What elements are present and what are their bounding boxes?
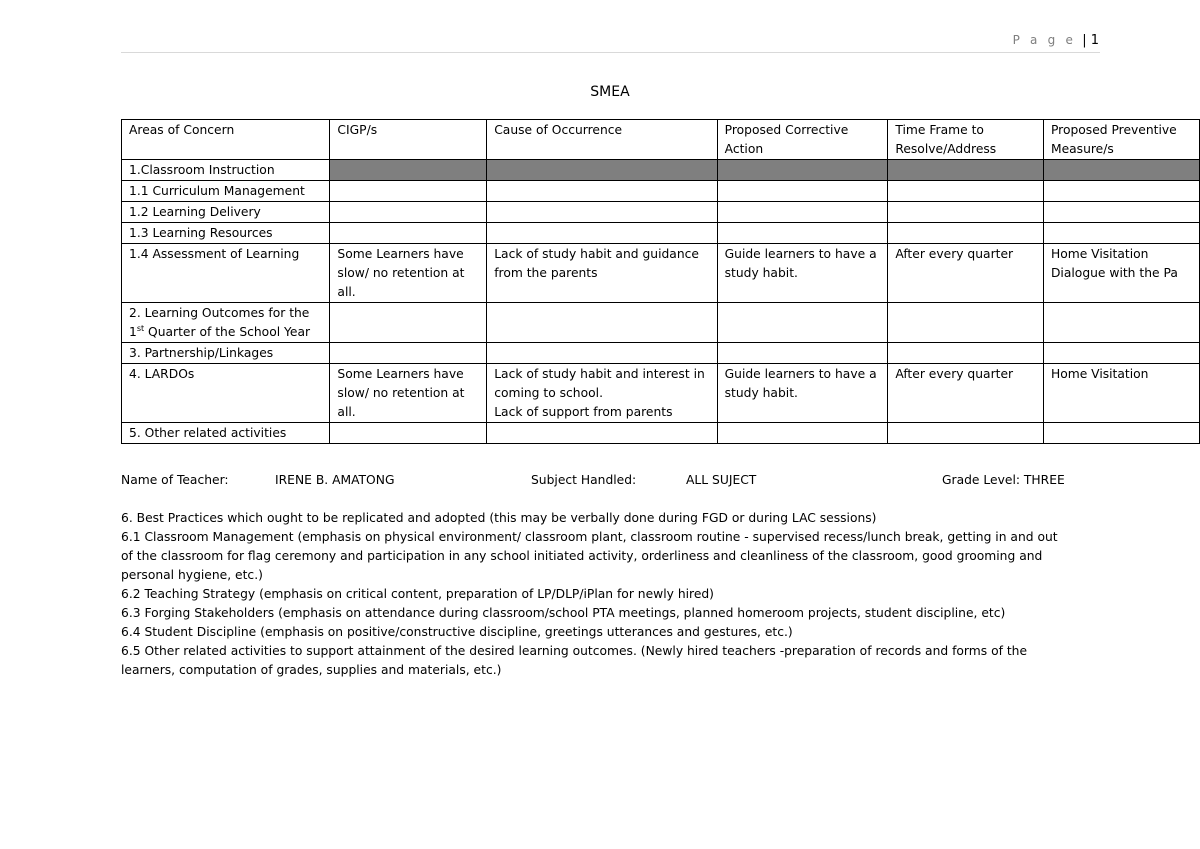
cause-of-occurrence-cell: [487, 181, 717, 202]
cause-of-occurrence-cell: [487, 160, 717, 181]
best-practices-notes: [121, 509, 1091, 680]
subject-value: ALL SUJECT: [686, 473, 757, 487]
header-time-frame-text: Resolve/Address: [895, 142, 997, 156]
proposed-corrective-action-text: Guide learners to have a: [724, 367, 877, 381]
cause-of-occurrence-cell: [487, 244, 717, 303]
header-area-of-concern-cell: [122, 120, 330, 160]
ordinal-suffix: st: [136, 323, 145, 333]
cigp-cell: [330, 364, 487, 423]
note-line: personal hygiene, etc.): [121, 568, 263, 582]
table-header-row: [122, 120, 1200, 160]
proposed-corrective-action-cell: [717, 364, 888, 423]
cigp-text: Some Learners have: [337, 247, 464, 261]
cause-of-occurrence-cell: [487, 423, 717, 444]
table-row: [122, 160, 1200, 181]
proposed-preventive-measure-cell: [1043, 202, 1199, 223]
proposed-preventive-measure-cell: [1043, 244, 1199, 303]
proposed-corrective-action-cell: [717, 223, 888, 244]
proposed-preventive-measure-cell: [1043, 364, 1199, 423]
proposed-corrective-action-cell: [717, 244, 888, 303]
cause-of-occurrence-text: Lack of study habit and guidance: [494, 247, 699, 261]
area-of-concern-cell: [122, 343, 330, 364]
cigp-cell: [330, 202, 487, 223]
area-of-concern-cell: [122, 223, 330, 244]
proposed-corrective-action-cell: [717, 343, 888, 364]
proposed-corrective-action-cell: [717, 202, 888, 223]
cigp-cell: [330, 181, 487, 202]
proposed-preventive-measure-cell: [1043, 223, 1199, 244]
time-frame-text: After every quarter: [895, 247, 1014, 261]
note-line: 6. Best Practices which ought to be replicated and adopted (this may be verbally done during FGD or during LAC sessions): [121, 511, 877, 525]
proposed-preventive-measure-cell: [1043, 343, 1199, 364]
page-number: 1: [1090, 33, 1099, 48]
header-proposed-preventive-measure-cell: [1043, 120, 1199, 160]
cigp-text: all.: [337, 285, 356, 299]
cigp-text: all.: [337, 405, 356, 419]
cigp-cell: [330, 423, 487, 444]
cigp-cell: [330, 303, 487, 343]
header-proposed-corrective-action-text: Action: [724, 142, 764, 156]
time-frame-cell: [888, 181, 1044, 202]
header-proposed-preventive-measure-text: Measure/s: [1050, 142, 1114, 156]
proposed-preventive-measure-cell: [1043, 423, 1199, 444]
note-line: 6.1 Classroom Management (emphasis on physical environment/ classroom plant, classroom routine - supervised recess/lunch break, getting in and out: [121, 530, 1058, 544]
proposed-corrective-action-text: study habit.: [724, 386, 798, 400]
area-of-concern-cell: [122, 202, 330, 223]
ordinal-number: 1: [129, 325, 137, 339]
table-row: [122, 423, 1200, 444]
proposed-preventive-measure-text: Home Visitation: [1050, 367, 1149, 381]
table-row: [122, 223, 1200, 244]
proposed-preventive-measure-cell: [1043, 181, 1199, 202]
area-of-concern-text: 5. Other related activities: [129, 426, 287, 440]
teacher-name-value: IRENE B. AMATONG: [275, 473, 395, 487]
header-cause-of-occurrence-cell: [487, 120, 717, 160]
area-of-concern-text: 2. Learning Outcomes for the: [129, 306, 310, 320]
proposed-corrective-action-text: study habit.: [724, 266, 798, 280]
table-row: [122, 181, 1200, 202]
time-frame-cell: [888, 364, 1044, 423]
table-row: [122, 343, 1200, 364]
area-of-concern-cell: [122, 181, 330, 202]
area-of-concern-text: 1.Classroom Instruction: [129, 163, 275, 177]
cigp-text: Some Learners have: [337, 367, 464, 381]
note-line: learners, computation of grades, supplies and materials, etc.): [121, 663, 502, 677]
area-of-concern-cell: [122, 364, 330, 423]
proposed-preventive-measure-text: Dialogue with the Pa: [1050, 266, 1178, 280]
teacher-name-label: Name of Teacher:: [121, 473, 229, 487]
subject-label: Subject Handled:: [531, 473, 637, 487]
note-line: 6.4 Student Discipline (emphasis on positive/constructive discipline, greetings utterances and gestures, etc.): [121, 625, 793, 639]
cause-of-occurrence-cell: [487, 343, 717, 364]
cause-of-occurrence-text: from the parents: [494, 266, 598, 280]
table-row: [122, 364, 1200, 423]
cigp-cell: [330, 343, 487, 364]
area-of-concern-text: 1.2 Learning Delivery: [129, 205, 261, 219]
area-of-concern-text: 1.3 Learning Resources: [129, 226, 273, 240]
area-of-concern-text: 1.1 Curriculum Management: [129, 184, 305, 198]
time-frame-cell: [888, 160, 1044, 181]
cigp-text: slow/ no retention at: [337, 266, 465, 280]
cause-of-occurrence-text: Lack of study habit and interest in: [494, 367, 705, 381]
header-proposed-corrective-action-text: Proposed Corrective: [724, 123, 849, 137]
cause-of-occurrence-text: Lack of support from parents: [494, 405, 673, 419]
table-row: [122, 303, 1200, 343]
time-frame-cell: [888, 244, 1044, 303]
table-row: [122, 202, 1200, 223]
proposed-corrective-action-cell: [717, 423, 888, 444]
page-separator: |: [1082, 33, 1087, 48]
proposed-corrective-action-cell: [717, 160, 888, 181]
area-of-concern-text: [129, 323, 323, 342]
proposed-corrective-action-cell: [717, 303, 888, 343]
header-cause-of-occurrence-text: Cause of Occurrence: [494, 123, 623, 137]
header-cigp-text: CIGP/s: [337, 123, 378, 137]
cause-of-occurrence-cell: [487, 223, 717, 244]
time-frame-cell: [888, 303, 1044, 343]
proposed-preventive-measure-text: Home Visitation: [1050, 247, 1149, 261]
cigp-cell: [330, 160, 487, 181]
header-area-of-concern-text: Areas of Concern: [129, 123, 235, 137]
document-title: SMEA: [590, 84, 630, 100]
cigp-text: slow/ no retention at: [337, 386, 465, 400]
header-divider: [121, 52, 1100, 53]
area-of-concern-text: 3. Partnership/Linkages: [129, 346, 274, 360]
smea-table: [121, 119, 1200, 444]
time-frame-text: After every quarter: [895, 367, 1014, 381]
time-frame-cell: [888, 202, 1044, 223]
time-frame-cell: [888, 423, 1044, 444]
header-time-frame-cell: [888, 120, 1044, 160]
area-of-concern-cell: [122, 423, 330, 444]
proposed-corrective-action-text: Guide learners to have a: [724, 247, 877, 261]
page-label: P a g e: [1012, 33, 1077, 47]
note-line: 6.5 Other related activities to support attainment of the desired learning outcomes. (Newly hired teachers -preparation of records and forms of the: [121, 644, 1028, 658]
grade-level: Grade Level: THREE: [942, 473, 1065, 487]
cigp-cell: [330, 244, 487, 303]
time-frame-cell: [888, 223, 1044, 244]
header-cigp-cell: [330, 120, 487, 160]
header-time-frame-text: Time Frame to: [895, 123, 984, 137]
quarter-text: Quarter of the School Year: [144, 325, 311, 339]
note-line: 6.3 Forging Stakeholders (emphasis on attendance during classroom/school PTA meetings, planned homeroom projects, student discipline, etc): [121, 606, 1006, 620]
header-proposed-preventive-measure-text: Proposed Preventive: [1050, 123, 1177, 137]
note-line: of the classroom for flag ceremony and participation in any school initiated activity, orderliness and cleanliness of the classroom, good grooming and: [121, 549, 1043, 563]
table-row: [122, 244, 1200, 303]
proposed-preventive-measure-cell: [1043, 160, 1199, 181]
area-of-concern-text: 1.4 Assessment of Learning: [129, 247, 300, 261]
page-number-header: [1013, 33, 1099, 48]
proposed-preventive-measure-cell: [1043, 303, 1199, 343]
cigp-cell: [330, 223, 487, 244]
area-of-concern-cell: [122, 244, 330, 303]
cause-of-occurrence-text: coming to school.: [494, 386, 603, 400]
time-frame-cell: [888, 343, 1044, 364]
area-of-concern-cell: [122, 303, 330, 343]
area-of-concern-cell: [122, 160, 330, 181]
proposed-corrective-action-cell: [717, 181, 888, 202]
cause-of-occurrence-cell: [487, 202, 717, 223]
cause-of-occurrence-cell: [487, 364, 717, 423]
note-line: 6.2 Teaching Strategy (emphasis on critical content, preparation of LP/DLP/iPlan for newly hired): [121, 587, 714, 601]
area-of-concern-text: 4. LARDOs: [129, 367, 195, 381]
cause-of-occurrence-cell: [487, 303, 717, 343]
header-proposed-corrective-action-cell: [717, 120, 888, 160]
